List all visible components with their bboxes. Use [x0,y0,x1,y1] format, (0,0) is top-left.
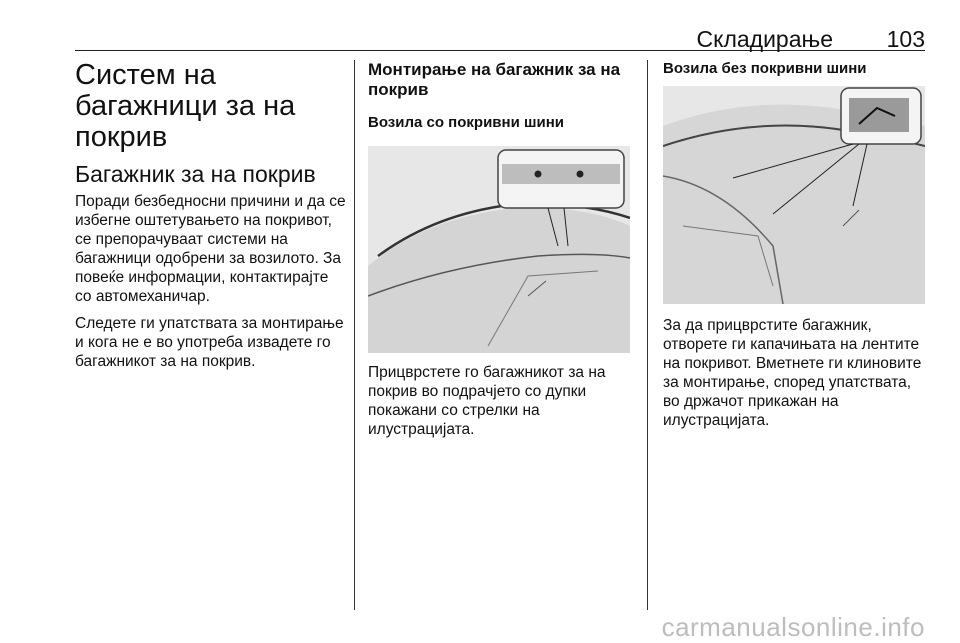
page-header [75,20,925,51]
rails-heading: Возила со покривни шини [368,114,564,131]
column-1 [75,60,347,379]
mounting-heading: Монтирање на багажник за на покрив [368,60,621,99]
paragraph-instructions: Следете ги упатствата за монтирање и кога не е во употреба извадете го багажникот за на покрив. [75,315,344,370]
watermark: carmanualsonline.info [661,612,925,642]
section-heading: Багажник за на покрив [75,161,316,187]
no-rails-heading: Возила без покривни шини [663,60,867,77]
rails-text: Прицврстете го багажникот за на покрив во подрачјето со дупки покажани со стрелки на илустрацијата. [368,364,606,438]
roof-no-rails-illustration [663,86,925,304]
column-3 [663,60,925,438]
column-2 [368,60,630,447]
paragraph-safety: Поради безбедносни причини и да се избегне оштетувањето на покривот, се препорачуваат системи на багажници одобрени за возилото. За повеќе информации, контактирајте со автомеханичар. [75,193,346,305]
no-rails-text: За да прицврстите багажник, отворете ги капачињата на лентите на покривот. Вметнете ги клиновите за монтирање, според упатствата, во држачот прикажан на илустрацијата. [663,317,922,429]
column-divider [647,60,648,610]
column-divider [354,60,355,610]
chapter-heading: Систем на багажници за на покрив [75,59,296,153]
page-number: 103 [886,26,925,52]
roof-rails-illustration [368,146,630,353]
section-title: Складирање [696,26,833,52]
